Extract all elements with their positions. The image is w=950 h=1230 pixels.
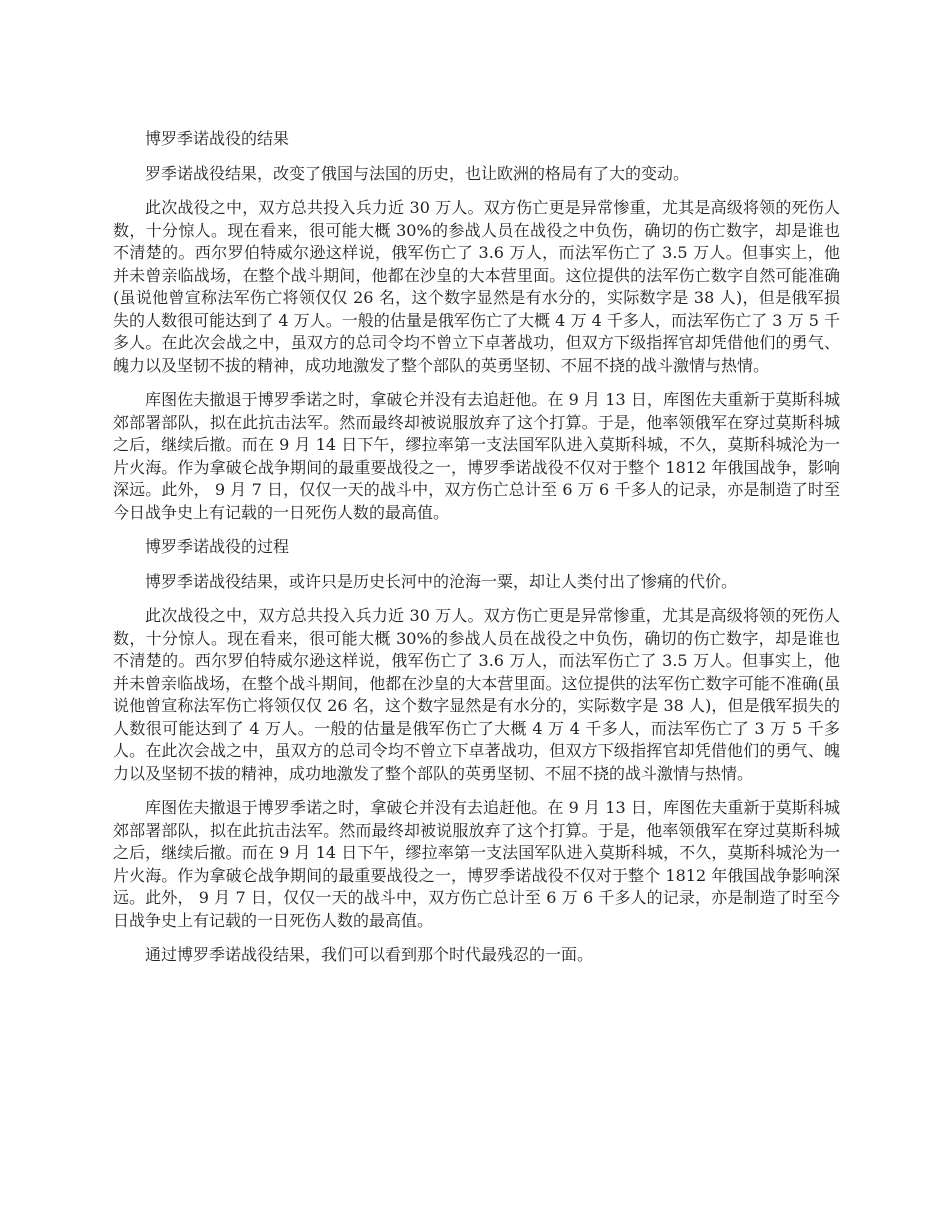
section-heading-process: 博罗季诺战役的过程 [145,537,290,556]
paragraph: 博罗季诺战役结果，或许只是历史长河中的沧海一粟，却让人类付出了惨痛的代价。 [145,571,738,591]
paragraph: 库图佐夫撤退于博罗季诺之时，拿破仑并没有去追赶他。在 9 月 13 日，库图佐夫重新于莫斯科城郊部署部队，拟在此抗击法军。然而最终却被说服放弃了这个打算。于是，他率领俄军在穿过莫斯科城之后，继续后撤。而在 9 月 14 日下午，缪拉率第一支法国军队进入莫斯科城，不久，莫斯科城沦为一片火海。作为拿破仑战争期间的最重要战役之一，博罗季诺战役不仅对于整个 1812 年俄国战争，影响深远。此外， 9 月 7 日，仅仅一天的战斗中，双方伤亡总计至 6 万 6 千多人的记录，亦是制造了时至今日战争史上有记载的一日死伤人数的最高值。 [113,390,840,522]
paragraph: 通过博罗季诺战役结果，我们可以看到那个时代最残忍的一面。 [145,945,594,964]
section-heading-result: 博罗季诺战役的结果 [145,129,290,148]
paragraph: 此次战役之中，双方总共投入兵力近 30 万人。双方伤亡更是异常惨重，尤其是高级将领的死伤人数，十分惊人。现在看来，很可能大概 30%的参战人员在战役之中负伤，确切的伤亡数字，却是谁也不清楚的。西尔罗伯特威尔逊这样说，俄军伤亡了 3.6 万人，而法军伤亡了 3.5 万人。但事实上，他并未曾亲临战场，在整个战斗期间，他都在沙皇的大本营里面。这位提供的法军伤亡数字自然可能准确(虽说他曾宣称法军伤亡将领仅仅 26 名，这个数字显然是有水分的，实际数字是 38 人)，但是俄军损失的人数很可能达到了 4 万人。一般的估量是俄军伤亡了大概 4 万 4 千多人，而法军伤亡了 3 万 5 千多人。在此次会战之中，虽双方的总司令均不曾立下卓著战功，但双方下级指挥官却凭借他们的勇气、魄力以及坚韧不拔的精神，成功地激发了整个部队的英勇坚韧、不屈不挠的战斗激情与热情。 [113,198,840,375]
paragraph: 罗季诺战役结果，改变了俄国与法国的历史，也让欧洲的格局有了大的变动。 [145,163,690,183]
paragraph: 此次战役之中，双方总共投入兵力近 30 万人。双方伤亡更是异常惨重，尤其是高级将领的死伤人数，十分惊人。现在看来，很可能大概 30%的参战人员在战役之中负伤，确切的伤亡数字，却是谁也不清楚的。西尔罗伯特威尔逊这样说，俄军伤亡了 3.6 万人，而法军伤亡了 3.5 万人。但事实上，他并未曾亲临战场，在整个战斗期间，他都在沙皇的大本营里面。这位提供的法军伤亡数字可能不准确(虽说他曾宣称法军伤亡将领仅仅 26 名，这个数字显然是有水分的，实际数字是 38 人)，但是俄军损失的人数很可能达到了 4 万人。一般的估量是俄军伤亡了大概 4 万 4 千多人，而法军伤亡了 3 万 5 千多人。在此次会战之中，虽双方的总司令均不曾立下卓著战功，但双方下级指挥官却凭借他们的勇气、魄力以及坚韧不拔的精神，成功地激发了整个部队的英勇坚韧、不屈不挠的战斗激情与热情。 [113,606,840,783]
document-body [113,128,840,979]
paragraph: 库图佐夫撤退于博罗季诺之时，拿破仑并没有去追赶他。在 9 月 13 日，库图佐夫重新于莫斯科城郊部署部队，拟在此抗击法军。然而最终却被说服放弃了这个打算。于是，他率领俄军在穿过莫斯科城之后，继续后撤。而在 9 月 14 日下午，缪拉率第一支法国军队进入莫斯科城，不久，莫斯科城沦为一片火海。作为拿破仑战争期间的最重要战役之一，博罗季诺战役不仅对于整个 1812 年俄国战争影响深远。此外， 9 月 7 日，仅仅一天的战斗中，双方伤亡总计至 6 万 6 千多人的记录，亦是制造了时至今日战争史上有记载的一日死伤人数的最高值。 [113,798,840,930]
